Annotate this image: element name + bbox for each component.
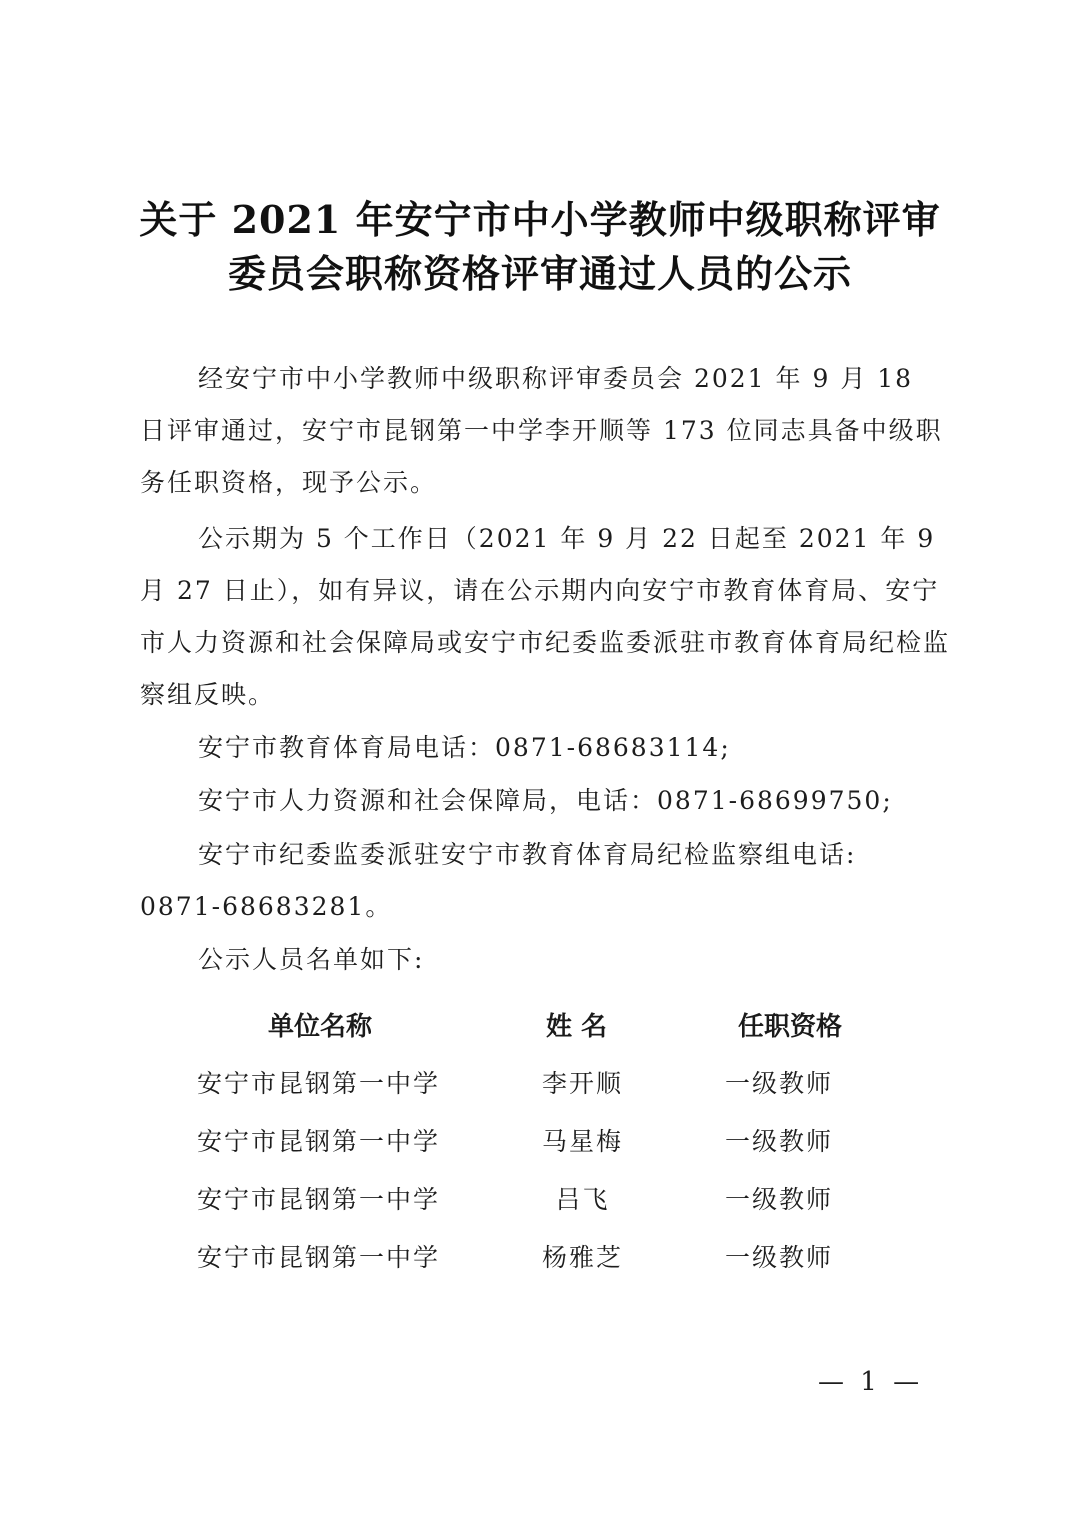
- paragraph-text: 公示期为 5 个工作日（2021 年 9 月 22 日起至 2021 年 9 月 27 日止），如有异议，请在公示期内向安宁市教育体育局、安宁市人力资源和社会保障局或安宁市纪委监委派驻市教育体育局纪检监察组反映。: [140, 524, 951, 709]
- document-title-line-1: 关于 2021 年安宁市中小学教师中级职称评审: [139, 197, 941, 242]
- cell-unit: 安宁市昆钢第一中学: [197, 1127, 441, 1156]
- header-unit: 单位名称: [268, 1012, 373, 1042]
- cell-qualification: 一级教师: [725, 1185, 834, 1214]
- cell-qualification: 一级教师: [725, 1127, 834, 1156]
- cell-unit: 安宁市昆钢第一中学: [197, 1185, 441, 1214]
- header-name: 姓 名: [546, 1012, 608, 1042]
- cell-name: 李开顺: [541, 1069, 623, 1098]
- paragraph-review-result: [140, 353, 950, 509]
- cell-name: 吕飞: [555, 1185, 610, 1214]
- cell-unit: 安宁市昆钢第一中学: [197, 1243, 441, 1272]
- cell-qualification: 一级教师: [725, 1069, 834, 1098]
- contact-hr-bureau: 安宁市人力资源和社会保障局，电话：0871-68699750;: [198, 786, 893, 815]
- list-intro: 公示人员名单如下:: [198, 945, 425, 974]
- paragraph-publicity-period: [140, 513, 950, 721]
- page-number: — 1 —: [818, 1367, 924, 1397]
- cell-unit: 安宁市昆钢第一中学: [197, 1069, 441, 1098]
- document-title-line-2: 委员会职称资格评审通过人员的公示: [227, 251, 852, 296]
- cell-qualification: 一级教师: [725, 1243, 834, 1272]
- contact-discipline-line-2: 0871-68683281。: [140, 892, 393, 921]
- contact-discipline-line-1: 安宁市纪委监委派驻安宁市教育体育局纪检监察组电话:: [198, 840, 857, 869]
- cell-name: 杨雅芝: [541, 1243, 623, 1272]
- header-qualification: 任职资格: [738, 1012, 843, 1042]
- contact-education-bureau: 安宁市教育体育局电话：0871-68683114;: [198, 733, 731, 762]
- paragraph-text: 经安宁市中小学教师中级职称评审委员会 2021 年 9 月 18 日评审通过，安宁市昆钢第一中学李开顺等 173 位同志具备中级职务任职资格，现予公示。: [140, 364, 943, 497]
- cell-name: 马星梅: [541, 1127, 623, 1156]
